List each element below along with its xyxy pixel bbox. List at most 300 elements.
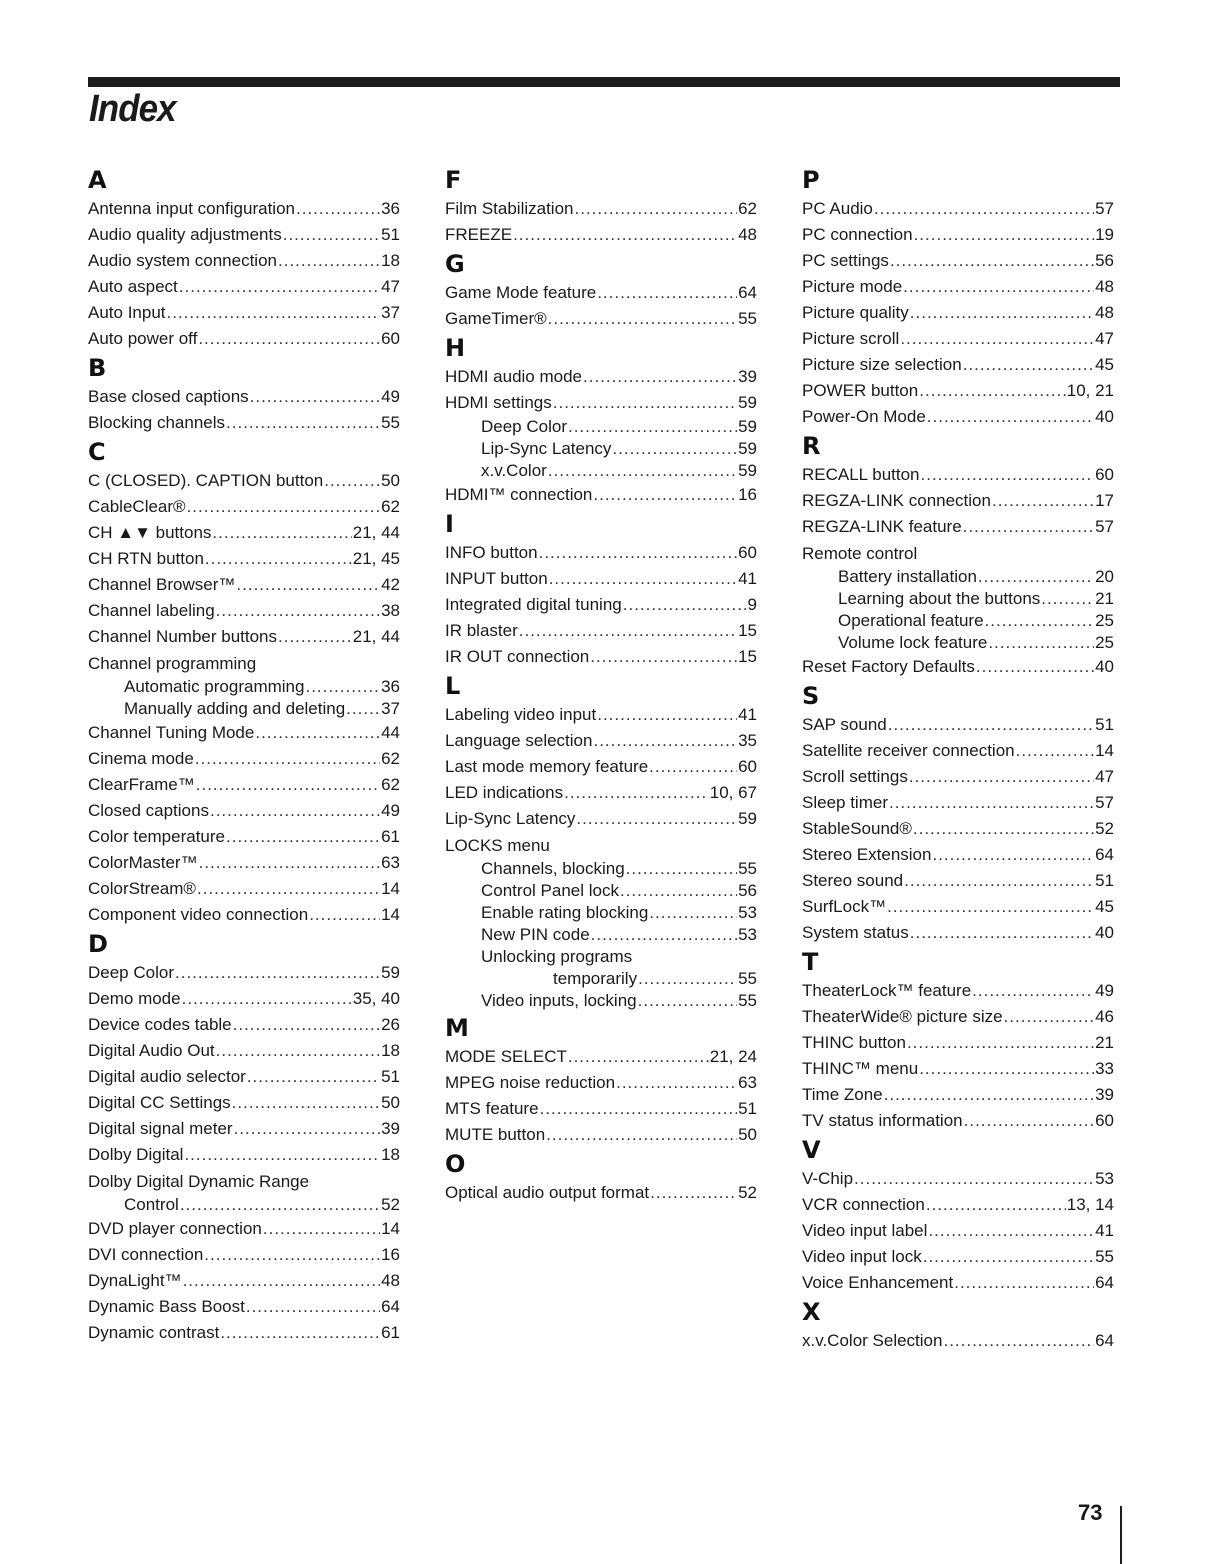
dot-leader bbox=[992, 488, 1094, 514]
index-entry bbox=[88, 624, 400, 650]
index-entry bbox=[88, 384, 400, 410]
entry-pages: 15 bbox=[738, 647, 757, 666]
entry-term: Battery installation bbox=[838, 567, 977, 586]
dot-leader bbox=[212, 520, 351, 546]
index-entry bbox=[802, 978, 1114, 1004]
dot-leader bbox=[180, 1194, 380, 1216]
entry-pages: 40 bbox=[1095, 657, 1114, 676]
entry-pages: 25 bbox=[1095, 633, 1114, 652]
dot-leader bbox=[226, 410, 380, 436]
index-column-3 bbox=[802, 164, 1114, 1354]
index-entry bbox=[802, 920, 1114, 946]
entry-term: Time Zone bbox=[802, 1085, 883, 1104]
index-entry bbox=[802, 632, 1114, 654]
index-entry bbox=[88, 1142, 400, 1168]
entry-pages: 60 bbox=[1095, 465, 1114, 484]
entry-pages: 60 bbox=[1095, 1111, 1114, 1130]
entry-term: PC Audio bbox=[802, 199, 873, 218]
index-entry-heading: LOCKS menu bbox=[445, 836, 550, 855]
entry-term: Operational feature bbox=[838, 611, 984, 630]
entry-term: THINC button bbox=[802, 1033, 906, 1052]
dot-leader bbox=[650, 1180, 737, 1206]
index-entry bbox=[88, 494, 400, 520]
index-entry bbox=[88, 326, 400, 352]
dot-leader bbox=[593, 482, 737, 508]
dot-leader bbox=[919, 1056, 1094, 1082]
index-entry bbox=[88, 824, 400, 850]
index-entry bbox=[445, 460, 757, 482]
entry-term: CH RTN button bbox=[88, 549, 204, 568]
index-entry-heading: Dolby Digital Dynamic Range bbox=[88, 1172, 310, 1191]
entry-pages: 48 bbox=[1095, 277, 1114, 296]
dot-leader bbox=[187, 494, 381, 520]
entry-term: Auto aspect bbox=[88, 277, 178, 296]
dot-leader bbox=[943, 1328, 1094, 1354]
entry-term: SAP sound bbox=[802, 715, 887, 734]
index-entry bbox=[88, 1320, 400, 1346]
entry-term: StableSound® bbox=[802, 819, 912, 838]
dot-leader bbox=[932, 842, 1094, 868]
entry-pages: 21, 24 bbox=[709, 1047, 757, 1066]
entry-pages: 57 bbox=[1095, 517, 1114, 536]
index-entry bbox=[445, 222, 757, 248]
entry-pages: 25 bbox=[1095, 611, 1114, 630]
entry-term: Learning about the buttons bbox=[838, 589, 1041, 608]
index-entry bbox=[445, 306, 757, 332]
entry-term: Color temperature bbox=[88, 827, 226, 846]
index-entry bbox=[88, 698, 400, 720]
dot-leader bbox=[972, 978, 1094, 1004]
entry-term: REGZA-LINK connection bbox=[802, 491, 991, 510]
index-entry bbox=[802, 566, 1114, 588]
dot-leader bbox=[539, 540, 737, 566]
entry-term: Base closed captions bbox=[88, 387, 249, 406]
entry-pages: 47 bbox=[1095, 767, 1114, 786]
section-letter: R bbox=[802, 432, 821, 460]
index-entry bbox=[88, 1116, 400, 1142]
entry-term: Digital Audio Out bbox=[88, 1041, 215, 1060]
entry-term: ColorStream® bbox=[88, 879, 196, 898]
dot-leader bbox=[183, 1268, 381, 1294]
dot-leader bbox=[623, 592, 747, 618]
index-entry bbox=[88, 902, 400, 928]
entry-term: MODE SELECT bbox=[445, 1047, 567, 1066]
dot-leader bbox=[184, 1142, 380, 1168]
index-entry bbox=[445, 702, 757, 728]
entry-term: Satellite receiver connection bbox=[802, 741, 1015, 760]
dot-leader bbox=[887, 894, 1094, 920]
index-entry bbox=[802, 514, 1114, 540]
entry-pages: 10, 21 bbox=[1066, 381, 1114, 400]
index-entry-heading: Remote control bbox=[802, 544, 918, 563]
entry-pages: 36 bbox=[381, 677, 400, 696]
dot-leader bbox=[597, 702, 737, 728]
entry-pages: 51 bbox=[381, 1067, 400, 1086]
dot-leader bbox=[964, 1108, 1094, 1134]
index-entry bbox=[445, 644, 757, 670]
entry-pages: 20 bbox=[1095, 567, 1114, 586]
dot-leader bbox=[928, 1218, 1094, 1244]
dot-leader bbox=[910, 300, 1094, 326]
index-entry bbox=[802, 654, 1114, 680]
entry-term: Video inputs, locking bbox=[481, 991, 637, 1010]
entry-term: HDMI settings bbox=[445, 393, 552, 412]
dot-leader bbox=[247, 1064, 380, 1090]
dot-leader bbox=[1016, 738, 1094, 764]
entry-term: Cinema mode bbox=[88, 749, 194, 768]
index-entry bbox=[88, 1242, 400, 1268]
section-letter: V bbox=[802, 1136, 821, 1164]
entry-term: Deep Color bbox=[481, 417, 567, 436]
dot-leader bbox=[649, 754, 737, 780]
dot-leader bbox=[904, 868, 1094, 894]
entry-term: RECALL button bbox=[802, 465, 920, 484]
entry-term: DVI connection bbox=[88, 1245, 204, 1264]
entry-term: Picture size selection bbox=[802, 355, 962, 374]
entry-pages: 51 bbox=[381, 225, 400, 244]
entry-pages: 53 bbox=[738, 903, 757, 922]
entry-term: Picture mode bbox=[802, 277, 903, 296]
entry-pages: 40 bbox=[1095, 923, 1114, 942]
dot-leader bbox=[638, 990, 737, 1012]
entry-pages: 56 bbox=[738, 881, 757, 900]
index-entry bbox=[445, 364, 757, 390]
entry-pages: 50 bbox=[738, 1125, 757, 1144]
entry-pages: 26 bbox=[381, 1015, 400, 1034]
entry-pages: 49 bbox=[381, 801, 400, 820]
entry-term: IR OUT connection bbox=[445, 647, 590, 666]
entry-pages: 37 bbox=[381, 699, 400, 718]
entry-pages: 47 bbox=[1095, 329, 1114, 348]
index-entry bbox=[802, 352, 1114, 378]
index-entry bbox=[88, 520, 400, 546]
entry-pages: 55 bbox=[381, 413, 400, 432]
entry-term: Auto Input bbox=[88, 303, 166, 322]
index-entry bbox=[802, 1082, 1114, 1108]
index-entry bbox=[445, 438, 757, 460]
entry-pages: 59 bbox=[381, 963, 400, 982]
entry-term: Blocking channels bbox=[88, 413, 226, 432]
index-entry bbox=[88, 468, 400, 494]
entry-pages: 60 bbox=[381, 329, 400, 348]
index-entry bbox=[88, 720, 400, 746]
page-number-rule bbox=[1120, 1506, 1122, 1564]
index-entry bbox=[802, 868, 1114, 894]
index-entry bbox=[802, 1004, 1114, 1030]
index-entry bbox=[802, 842, 1114, 868]
dot-leader bbox=[210, 798, 380, 824]
dot-leader bbox=[921, 462, 1095, 488]
entry-term: Manually adding and deleting bbox=[124, 699, 346, 718]
entry-term: Video input label bbox=[802, 1221, 928, 1240]
index-entry bbox=[445, 780, 757, 806]
index-entry bbox=[445, 924, 757, 946]
entry-pages: 47 bbox=[381, 277, 400, 296]
entry-term: Scroll settings bbox=[802, 767, 908, 786]
index-entry bbox=[802, 274, 1114, 300]
index-entry bbox=[445, 566, 757, 592]
entry-pages: 51 bbox=[1095, 715, 1114, 734]
entry-term: MUTE button bbox=[445, 1125, 546, 1144]
entry-term: FREEZE bbox=[445, 225, 513, 244]
entry-term: Picture scroll bbox=[802, 329, 900, 348]
index-entry bbox=[445, 416, 757, 438]
entry-pages: 45 bbox=[1095, 355, 1114, 374]
dot-leader bbox=[576, 806, 737, 832]
section-letter: D bbox=[88, 930, 108, 958]
index-entry bbox=[88, 546, 400, 572]
entry-term: GameTimer® bbox=[445, 309, 547, 328]
entry-pages: 46 bbox=[1095, 1007, 1114, 1026]
entry-term: Language selection bbox=[445, 731, 593, 750]
entry-term: Picture quality bbox=[802, 303, 909, 322]
dot-leader bbox=[564, 780, 709, 806]
index-entry-heading: Channel programming bbox=[88, 654, 257, 673]
entry-pages: 19 bbox=[1095, 225, 1114, 244]
entry-pages: 64 bbox=[1095, 1331, 1114, 1350]
index-entry bbox=[802, 1056, 1114, 1082]
dot-leader bbox=[874, 196, 1094, 222]
entry-term: REGZA-LINK feature bbox=[802, 517, 962, 536]
entry-term: x.v.Color bbox=[481, 461, 547, 480]
entry-term: HDMI audio mode bbox=[445, 367, 583, 386]
index-entry bbox=[802, 326, 1114, 352]
entry-term: TheaterWide® picture size bbox=[802, 1007, 1003, 1026]
dot-leader bbox=[903, 274, 1094, 300]
entry-pages: 15 bbox=[738, 621, 757, 640]
entry-term: Film Stabilization bbox=[445, 199, 574, 218]
index-entry bbox=[802, 1192, 1114, 1218]
entry-term: Reset Factory Defaults bbox=[802, 657, 975, 676]
entry-pages: 55 bbox=[738, 991, 757, 1010]
section-letter: M bbox=[445, 1014, 469, 1042]
entry-pages: 64 bbox=[1095, 845, 1114, 864]
index-entry bbox=[445, 806, 757, 832]
entry-term: CH ▲▼ buttons bbox=[88, 523, 212, 542]
dot-leader bbox=[963, 514, 1094, 540]
entry-term: Deep Color bbox=[88, 963, 174, 982]
dot-leader bbox=[198, 326, 380, 352]
dot-leader bbox=[236, 572, 380, 598]
dot-leader bbox=[233, 1012, 380, 1038]
entry-term: Unlocking programs bbox=[481, 947, 633, 966]
dot-leader bbox=[593, 728, 737, 754]
dot-leader bbox=[246, 1294, 380, 1320]
dot-leader bbox=[204, 1242, 380, 1268]
section-letter: H bbox=[445, 334, 466, 362]
dot-leader bbox=[978, 566, 1094, 588]
index-entry bbox=[802, 248, 1114, 274]
entry-pages: 50 bbox=[381, 471, 400, 490]
entry-pages: 48 bbox=[1095, 303, 1114, 322]
index-column-2 bbox=[445, 164, 757, 1206]
entry-term: Game Mode feature bbox=[445, 283, 597, 302]
entry-term: Channel Browser™ bbox=[88, 575, 236, 594]
dot-leader bbox=[216, 598, 380, 624]
entry-pages: 60 bbox=[738, 757, 757, 776]
entry-pages: 16 bbox=[381, 1245, 400, 1264]
entry-pages: 21 bbox=[1095, 1033, 1114, 1052]
dot-leader bbox=[195, 746, 380, 772]
index-entry bbox=[88, 1294, 400, 1320]
index-entry bbox=[802, 764, 1114, 790]
dot-leader bbox=[1004, 1004, 1095, 1030]
section-letter: S bbox=[802, 682, 820, 710]
entry-pages: 13, 14 bbox=[1066, 1195, 1114, 1214]
entry-pages: 40 bbox=[1095, 407, 1114, 426]
dot-leader bbox=[909, 764, 1094, 790]
entry-term: Digital CC Settings bbox=[88, 1093, 231, 1112]
section-letter: I bbox=[445, 510, 454, 538]
index-entry bbox=[802, 894, 1114, 920]
dot-leader bbox=[591, 924, 737, 946]
entry-pages: 59 bbox=[738, 417, 757, 436]
entry-term: temporarily bbox=[553, 969, 638, 988]
entry-term: TheaterLock™ feature bbox=[802, 981, 972, 1000]
index-entry bbox=[802, 1244, 1114, 1270]
entry-pages: 39 bbox=[381, 1119, 400, 1138]
dot-leader bbox=[548, 460, 737, 482]
entry-term: Demo mode bbox=[88, 989, 181, 1008]
index-entry bbox=[802, 1030, 1114, 1056]
dot-leader bbox=[884, 1082, 1094, 1108]
entry-pages: 39 bbox=[1095, 1085, 1114, 1104]
entry-pages: 61 bbox=[381, 1323, 400, 1342]
dot-leader bbox=[1041, 588, 1094, 610]
entry-term: INFO button bbox=[445, 543, 538, 562]
entry-pages: 45 bbox=[1095, 897, 1114, 916]
entry-term: Labeling video input bbox=[445, 705, 597, 724]
index-entry bbox=[802, 816, 1114, 842]
dot-leader bbox=[226, 824, 380, 850]
entry-term: TV status information bbox=[802, 1111, 963, 1130]
index-entry bbox=[445, 880, 757, 902]
entry-pages: 38 bbox=[381, 601, 400, 620]
entry-term: Video input lock bbox=[802, 1247, 922, 1266]
dot-leader bbox=[583, 364, 737, 390]
index-entry bbox=[445, 592, 757, 618]
dot-leader bbox=[616, 1070, 737, 1096]
entry-term: Dynamic contrast bbox=[88, 1323, 220, 1342]
entry-term: ColorMaster™ bbox=[88, 853, 198, 872]
entry-pages: 18 bbox=[381, 1041, 400, 1060]
entry-pages: 48 bbox=[381, 1271, 400, 1290]
entry-pages: 64 bbox=[738, 283, 757, 302]
entry-pages: 49 bbox=[1095, 981, 1114, 1000]
dot-leader bbox=[854, 1166, 1094, 1192]
entry-term: DynaLight™ bbox=[88, 1271, 182, 1290]
index-entry bbox=[445, 1070, 757, 1096]
dot-leader bbox=[278, 624, 352, 650]
entry-pages: 10, 67 bbox=[709, 783, 757, 802]
dot-leader bbox=[988, 632, 1094, 654]
entry-pages: 59 bbox=[738, 439, 757, 458]
entry-term: Closed captions bbox=[88, 801, 209, 820]
entry-term: Channel Number buttons bbox=[88, 627, 278, 646]
index-entry bbox=[445, 482, 757, 508]
index-entry bbox=[445, 858, 757, 880]
entry-term: Lip-Sync Latency bbox=[445, 809, 576, 828]
entry-term: Integrated digital tuning bbox=[445, 595, 622, 614]
dot-leader bbox=[199, 850, 380, 876]
index-entry bbox=[802, 1270, 1114, 1296]
index-entry bbox=[802, 488, 1114, 514]
dot-leader bbox=[926, 1192, 1066, 1218]
dot-leader bbox=[927, 404, 1094, 430]
entry-term: HDMI™ connection bbox=[445, 485, 593, 504]
entry-pages: 44 bbox=[381, 723, 400, 742]
entry-term: Stereo Extension bbox=[802, 845, 932, 864]
entry-pages: 64 bbox=[381, 1297, 400, 1316]
dot-leader bbox=[205, 546, 352, 572]
section-letter: C bbox=[88, 438, 106, 466]
entry-pages: 62 bbox=[381, 497, 400, 516]
dot-leader bbox=[568, 1044, 709, 1070]
index-entry bbox=[88, 248, 400, 274]
section-letter: A bbox=[88, 166, 107, 194]
entry-pages: 64 bbox=[1095, 1273, 1114, 1292]
entry-term: Stereo sound bbox=[802, 871, 904, 890]
dot-leader bbox=[250, 384, 380, 410]
entry-term: IR blaster bbox=[445, 621, 518, 640]
index-entry bbox=[802, 790, 1114, 816]
section-letter: G bbox=[445, 250, 465, 278]
dot-leader bbox=[220, 1320, 380, 1346]
dot-leader bbox=[549, 566, 737, 592]
entry-term: Sleep timer bbox=[802, 793, 888, 812]
index-entry bbox=[445, 196, 757, 222]
dot-leader bbox=[919, 378, 1066, 404]
entry-pages: 52 bbox=[738, 1183, 757, 1202]
entry-pages: 55 bbox=[1095, 1247, 1114, 1266]
dot-leader bbox=[963, 352, 1094, 378]
section-letter: F bbox=[445, 166, 462, 194]
entry-pages: 39 bbox=[738, 367, 757, 386]
entry-pages: 59 bbox=[738, 809, 757, 828]
index-entry bbox=[88, 798, 400, 824]
dot-leader bbox=[309, 902, 380, 928]
dot-leader bbox=[548, 306, 737, 332]
page-title: Index bbox=[89, 88, 176, 130]
entry-pages: 35 bbox=[738, 731, 757, 750]
entry-pages: 18 bbox=[381, 251, 400, 270]
index-entry bbox=[802, 610, 1114, 632]
dot-leader bbox=[167, 300, 381, 326]
dot-leader bbox=[232, 1090, 380, 1116]
entry-pages: 37 bbox=[381, 303, 400, 322]
entry-pages: 36 bbox=[381, 199, 400, 218]
entry-pages: 21, 44 bbox=[352, 627, 400, 646]
entry-term: DVD player connection bbox=[88, 1219, 262, 1238]
entry-pages: 52 bbox=[381, 1195, 400, 1214]
section-letter: L bbox=[445, 672, 461, 700]
entry-pages: 14 bbox=[381, 879, 400, 898]
dot-leader bbox=[197, 876, 380, 902]
index-entry bbox=[88, 1038, 400, 1064]
entry-pages: 60 bbox=[738, 543, 757, 562]
header-rule bbox=[88, 77, 1120, 87]
index-entry bbox=[88, 1194, 400, 1216]
entry-pages: 50 bbox=[381, 1093, 400, 1112]
entry-pages: 35, 40 bbox=[352, 989, 400, 1008]
page-number: 73 bbox=[1078, 1500, 1103, 1525]
index-entry bbox=[88, 1064, 400, 1090]
dot-leader bbox=[907, 1030, 1094, 1056]
dot-leader bbox=[568, 416, 737, 438]
entry-pages: 51 bbox=[1095, 871, 1114, 890]
entry-term: INPUT button bbox=[445, 569, 548, 588]
entry-term: SurfLock™ bbox=[802, 897, 887, 916]
